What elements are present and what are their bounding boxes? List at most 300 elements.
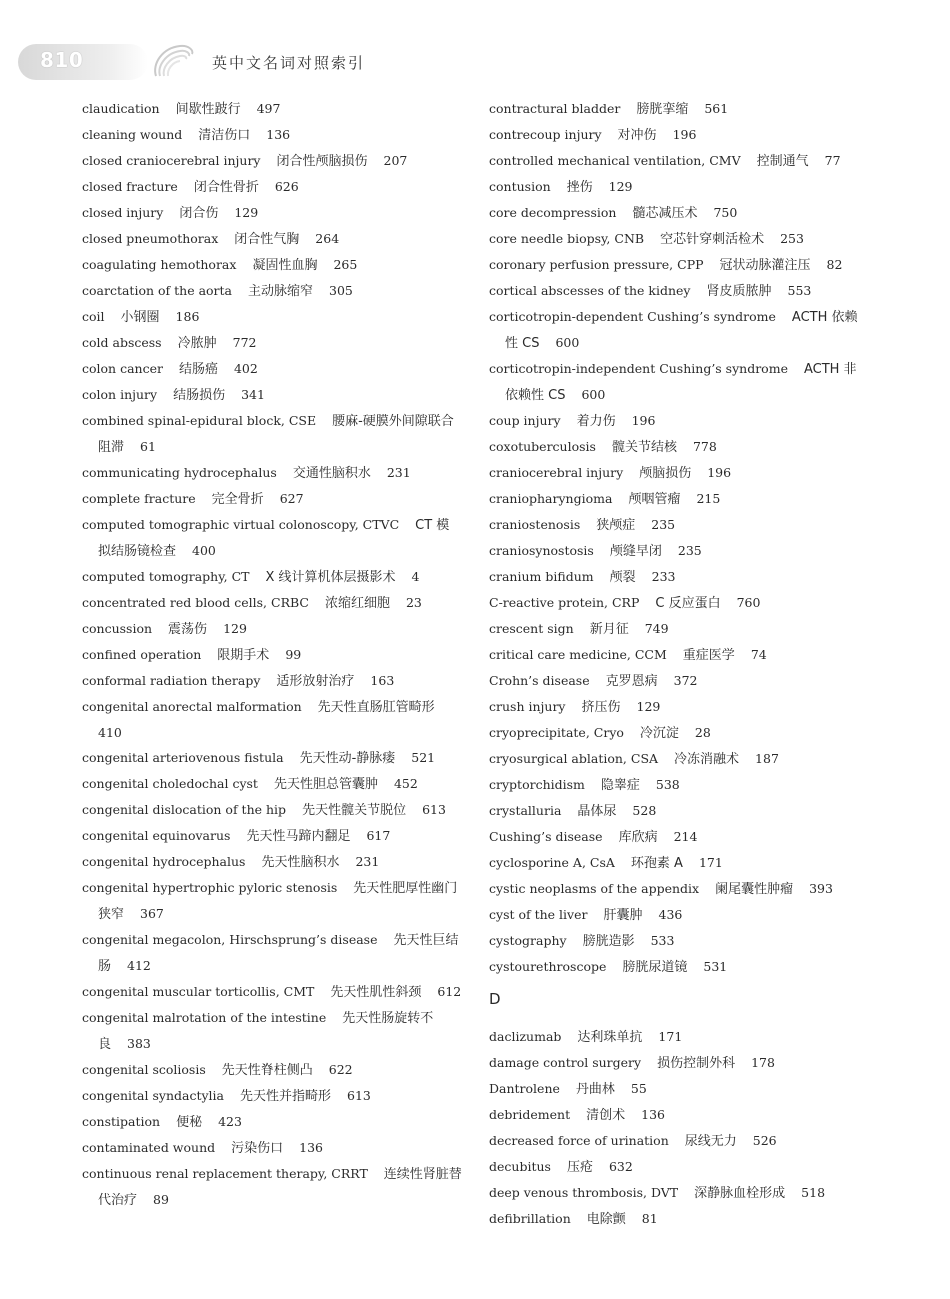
entry-term-zh: 深静脉血栓形成 — [694, 1186, 786, 1201]
entry-term-zh: 肝囊肿 — [603, 908, 643, 923]
entry-page-number: 82 — [826, 257, 843, 272]
index-entry — [489, 1154, 861, 1180]
entry-page-number: 367 — [140, 906, 164, 921]
entry-term-en: core needle biopsy, CNB — [489, 231, 645, 246]
entry-page-number: 89 — [153, 1192, 169, 1207]
entry-page-number: 215 — [696, 491, 721, 506]
index-entry — [489, 616, 861, 642]
entry-term-en: congenital syndactylia — [82, 1088, 224, 1103]
entry-page-number: 627 — [279, 491, 304, 506]
entry-term-en: craniostenosis — [489, 517, 581, 532]
entry-term-zh: 冷沉淀 — [639, 726, 679, 741]
entry-page-number: 772 — [232, 335, 257, 350]
index-entry — [82, 797, 462, 823]
entry-term-zh: 环孢素 A — [630, 856, 683, 871]
entry-term-en: controlled mechanical ventilation, CMV — [489, 153, 741, 168]
entry-term-zh: 新月征 — [589, 622, 629, 637]
index-entry — [82, 122, 462, 148]
index-entry — [489, 278, 861, 304]
entry-term-zh: 膀胱尿道镜 — [622, 960, 688, 975]
entry-page-number: 410 — [98, 725, 122, 740]
entry-term-zh: 先天性肠旋转不良 — [98, 1011, 434, 1052]
entry-page-number: 626 — [274, 179, 299, 194]
index-entry — [82, 642, 462, 668]
entry-page-number: 538 — [655, 777, 680, 792]
entry-term-en: contusion — [489, 179, 551, 194]
entry-page-number: 778 — [692, 439, 717, 454]
entry-term-zh: 先天性动-静脉瘘 — [299, 751, 396, 766]
index-entry — [489, 824, 861, 850]
entry-term-en: congenital hypertrophic pyloric stenosis — [82, 880, 338, 895]
entry-term-en: congenital megacolon, Hirschsprung’s disease — [82, 932, 378, 947]
index-entry — [489, 1076, 861, 1102]
entry-page-number: 749 — [644, 621, 669, 636]
entry-term-en: congenital muscular torticollis, CMT — [82, 984, 315, 999]
entry-term-zh: 凝固性血胸 — [252, 258, 318, 273]
index-entry — [82, 849, 462, 875]
entry-term-en: congenital arteriovenous fistula — [82, 750, 284, 765]
entry-term-zh: 先天性肥厚性幽门狭窄 — [98, 881, 458, 922]
entry-term-en: craniosynostosis — [489, 543, 594, 558]
entry-page-number: 423 — [218, 1114, 242, 1129]
entry-page-number: 61 — [140, 439, 156, 454]
index-entry — [489, 642, 861, 668]
entry-page-number: 55 — [630, 1081, 647, 1096]
entry-term-zh: 结肠癌 — [178, 362, 218, 377]
entry-term-en: concussion — [82, 621, 153, 636]
entry-page-number: 186 — [175, 309, 200, 324]
entry-term-zh: 闭合性骨折 — [193, 180, 259, 195]
index-entry — [489, 928, 861, 954]
section-letter-d: D — [489, 990, 501, 1008]
index-entry — [82, 1083, 462, 1109]
entry-term-en: combined spinal-epidural block, CSE — [82, 413, 317, 428]
entry-term-en: congenital hydrocephalus — [82, 854, 246, 869]
index-entry — [489, 1024, 861, 1050]
entry-term-en: congenital anorectal malformation — [82, 699, 302, 714]
index-entry — [489, 720, 861, 746]
entry-term-zh: 颅裂 — [609, 570, 636, 585]
entry-term-zh: 重症医学 — [682, 648, 735, 663]
entry-page-number: 214 — [673, 829, 698, 844]
entry-page-number: 760 — [736, 595, 761, 610]
index-entry — [82, 927, 462, 979]
entry-page-number: 28 — [694, 725, 711, 740]
index-entry — [82, 356, 462, 382]
entry-page-number: 207 — [383, 153, 408, 168]
index-entry — [82, 278, 462, 304]
entry-page-number: 171 — [698, 855, 723, 870]
entry-term-en: coil — [82, 309, 105, 324]
entry-page-number: 265 — [333, 257, 358, 272]
entry-term-zh: 空芯针穿刺活检术 — [660, 232, 765, 247]
entry-term-en: cystography — [489, 933, 567, 948]
entry-term-en: coagulating hemothorax — [82, 257, 237, 272]
entry-page-number: 4 — [411, 569, 420, 584]
entry-term-en: deep venous thrombosis, DVT — [489, 1185, 679, 1200]
index-entry — [489, 226, 861, 252]
entry-term-zh: 闭合性颅脑损伤 — [276, 154, 368, 169]
entry-page-number: 622 — [328, 1062, 353, 1077]
entry-term-zh: 适形放射治疗 — [276, 674, 355, 689]
entry-term-en: constipation — [82, 1114, 161, 1129]
entry-term-en: contrecoup injury — [489, 127, 602, 142]
entry-term-zh: C 反应蛋白 — [655, 596, 721, 611]
index-entry — [82, 668, 462, 694]
entry-term-en: contractural bladder — [489, 101, 621, 116]
entry-term-zh: X 线计算机体层摄影术 — [265, 570, 396, 585]
entry-term-zh: 挫伤 — [566, 180, 593, 195]
entry-page-number: 235 — [651, 517, 676, 532]
index-entry — [82, 616, 462, 642]
entry-page-number: 129 — [234, 205, 259, 220]
index-section-c — [489, 96, 861, 980]
index-entry — [82, 382, 462, 408]
page-number: 810 — [40, 48, 84, 72]
entry-page-number: 372 — [673, 673, 698, 688]
entry-page-number: 196 — [631, 413, 656, 428]
index-entry — [82, 564, 462, 590]
entry-term-en: cystic neoplasms of the appendix — [489, 881, 700, 896]
entry-term-en: computed tomographic virtual colonoscopy, CTVC — [82, 517, 400, 532]
entry-page-number: 533 — [650, 933, 675, 948]
entry-term-zh: 小钢圈 — [120, 310, 160, 325]
entry-page-number: 553 — [787, 283, 812, 298]
entry-term-en: damage control surgery — [489, 1055, 642, 1070]
entry-term-zh: 髓芯减压术 — [632, 206, 698, 221]
entry-term-zh: 污染伤口 — [231, 1141, 284, 1156]
entry-term-en: Dantrolene — [489, 1081, 560, 1096]
entry-term-zh: 损伤控制外科 — [657, 1056, 736, 1071]
entry-term-zh: 压疮 — [566, 1160, 593, 1175]
entry-page-number: 612 — [437, 984, 462, 999]
index-entry — [82, 304, 462, 330]
index-section-d — [489, 1024, 861, 1232]
entry-term-zh: 限期手术 — [217, 648, 270, 663]
entry-term-zh: 髋关节结核 — [611, 440, 677, 455]
entry-page-number: 129 — [636, 699, 661, 714]
entry-term-zh: 先天性马蹄内翻足 — [246, 829, 351, 844]
entry-term-zh: 先天性髋关节脱位 — [302, 803, 407, 818]
index-entry — [489, 590, 861, 616]
entry-page-number: 77 — [824, 153, 841, 168]
entry-term-en: contaminated wound — [82, 1140, 216, 1155]
entry-term-en: colon injury — [82, 387, 158, 402]
entry-page-number: 233 — [651, 569, 676, 584]
entry-term-en: core decompression — [489, 205, 617, 220]
index-entry — [82, 745, 462, 771]
entry-page-number: 196 — [672, 127, 697, 142]
entry-term-zh: ACTH 非依赖性 CS — [505, 362, 857, 403]
entry-term-zh: 肾皮质脓肿 — [706, 284, 772, 299]
entry-term-en: crescent sign — [489, 621, 574, 636]
entry-term-zh: 腰麻-硬膜外间隙联合阻滞 — [98, 414, 454, 455]
index-entry — [489, 850, 861, 876]
entry-term-en: concentrated red blood cells, CRBC — [82, 595, 309, 610]
entry-page-number: 518 — [801, 1185, 826, 1200]
entry-term-en: Crohn’s disease — [489, 673, 590, 688]
entry-term-zh: 阑尾囊性肿瘤 — [715, 882, 794, 897]
entry-term-zh: 丹曲林 — [575, 1082, 615, 1097]
entry-term-en: coup injury — [489, 413, 561, 428]
index-entry — [82, 875, 462, 927]
index-entry — [82, 486, 462, 512]
entry-page-number: 136 — [299, 1140, 324, 1155]
entry-term-zh: 颅缝早闭 — [609, 544, 662, 559]
entry-term-en: craniopharyngioma — [489, 491, 613, 506]
index-entry — [489, 564, 861, 590]
index-entry — [489, 538, 861, 564]
entry-page-number: 136 — [266, 127, 291, 142]
entry-term-zh: 浓缩红细胞 — [324, 596, 390, 611]
entry-term-en: cranium bifidum — [489, 569, 594, 584]
entry-term-en: congenital dislocation of the hip — [82, 802, 287, 817]
entry-term-en: daclizumab — [489, 1029, 562, 1044]
index-entry — [82, 512, 462, 564]
index-entry — [82, 694, 462, 745]
index-entry — [489, 798, 861, 824]
index-entry — [489, 668, 861, 694]
running-title: 英中文名词对照索引 — [212, 54, 366, 72]
entry-term-en: claudication — [82, 101, 160, 116]
entry-page-number: 187 — [755, 751, 779, 766]
index-entry — [82, 979, 462, 1005]
index-entry — [489, 772, 861, 798]
entry-term-en: complete fracture — [82, 491, 196, 506]
entry-page-number: 129 — [608, 179, 633, 194]
entry-page-number: 196 — [707, 465, 732, 480]
entry-term-en: cold abscess — [82, 335, 162, 350]
entry-page-number: 632 — [608, 1159, 633, 1174]
index-entry — [489, 252, 861, 278]
entry-term-zh: 先天性肌性斜颈 — [330, 985, 422, 1000]
entry-term-zh: 震荡伤 — [168, 622, 208, 637]
swirl-logo-icon — [150, 40, 196, 82]
entry-term-zh: 先天性巨结肠 — [98, 933, 459, 974]
entry-term-en: conformal radiation therapy — [82, 673, 261, 688]
entry-page-number: 613 — [422, 802, 446, 817]
index-entry — [489, 876, 861, 902]
entry-term-en: corticotropin-dependent Cushing’s syndrome — [489, 309, 776, 324]
entry-page-number: 402 — [233, 361, 258, 376]
entry-page-number: 163 — [370, 673, 395, 688]
entry-page-number: 74 — [750, 647, 767, 662]
entry-page-number: 600 — [581, 387, 606, 402]
entry-term-en: confined operation — [82, 647, 202, 662]
entry-term-en: coarctation of the aorta — [82, 283, 232, 298]
entry-term-en: crush injury — [489, 699, 566, 714]
entry-term-zh: 先天性胆总管囊肿 — [273, 777, 378, 792]
index-entry — [489, 486, 861, 512]
entry-term-zh: 隐睾症 — [600, 778, 640, 793]
index-entry — [82, 823, 462, 849]
entry-term-zh: 冷冻消融术 — [674, 752, 740, 767]
index-column-right — [489, 96, 861, 1232]
index-entry — [82, 771, 462, 797]
index-entry — [489, 1050, 861, 1076]
entry-term-zh: 便秘 — [176, 1115, 203, 1130]
entry-term-zh: 控制通气 — [756, 154, 809, 169]
entry-page-number: 617 — [366, 828, 391, 843]
entry-term-zh: 先天性脊柱侧凸 — [221, 1063, 313, 1078]
entry-page-number: 99 — [285, 647, 302, 662]
entry-term-zh: 闭合性气胸 — [234, 232, 300, 247]
entry-term-en: cortical abscesses of the kidney — [489, 283, 691, 298]
entry-term-zh: 结肠损伤 — [173, 388, 226, 403]
index-entry — [82, 148, 462, 174]
index-entry — [82, 460, 462, 486]
index-entry — [82, 1005, 462, 1057]
entry-page-number: 436 — [658, 907, 683, 922]
entry-page-number: 178 — [751, 1055, 775, 1070]
entry-term-en: continuous renal replacement therapy, CRRT — [82, 1166, 368, 1181]
entry-term-en: Cushing’s disease — [489, 829, 603, 844]
entry-term-en: C-reactive protein, CRP — [489, 595, 640, 610]
index-entry — [82, 408, 462, 460]
entry-term-zh: 先天性并指畸形 — [240, 1089, 332, 1104]
entry-page-number: 531 — [703, 959, 728, 974]
index-entry — [82, 1109, 462, 1135]
index-entry — [489, 304, 861, 356]
entry-term-en: corticotropin-independent Cushing’s syndrome — [489, 361, 788, 376]
entry-page-number: 412 — [127, 958, 151, 973]
entry-page-number: 305 — [329, 283, 353, 298]
entry-term-zh: 连续性肾脏替代治疗 — [98, 1167, 462, 1208]
entry-term-zh: 主动脉缩窄 — [248, 284, 314, 299]
entry-term-en: coronary perfusion pressure, CPP — [489, 257, 704, 272]
entry-term-en: craniocerebral injury — [489, 465, 624, 480]
entry-term-zh: 着力伤 — [576, 414, 616, 429]
index-entry — [489, 954, 861, 980]
index-entry — [489, 148, 861, 174]
entry-term-zh: 颅脑损伤 — [639, 466, 692, 481]
entry-term-zh: 颅咽管瘤 — [628, 492, 681, 507]
entry-term-en: cryosurgical ablation, CSA — [489, 751, 659, 766]
entry-page-number: 497 — [256, 101, 281, 116]
entry-term-zh: 挤压伤 — [581, 700, 621, 715]
index-entry — [489, 1128, 861, 1154]
entry-term-zh: 清洁伤口 — [198, 128, 251, 143]
index-entry — [489, 694, 861, 720]
entry-term-en: congenital choledochal cyst — [82, 776, 258, 791]
entry-page-number: 383 — [127, 1036, 151, 1051]
entry-term-zh: 达利珠单抗 — [577, 1030, 643, 1045]
entry-page-number: 750 — [713, 205, 738, 220]
index-entry — [489, 174, 861, 200]
entry-page-number: 452 — [393, 776, 418, 791]
index-entry — [82, 1161, 462, 1213]
entry-term-en: closed pneumothorax — [82, 231, 219, 246]
entry-term-zh: 对冲伤 — [617, 128, 657, 143]
entry-term-en: cryoprecipitate, Cryo — [489, 725, 624, 740]
index-entry — [489, 434, 861, 460]
index-entry — [489, 356, 861, 408]
entry-term-zh: 完全骨折 — [211, 492, 264, 507]
index-entry — [82, 226, 462, 252]
entry-term-en: congenital malrotation of the intestine — [82, 1010, 327, 1025]
index-entry — [489, 408, 861, 434]
entry-term-en: crystalluria — [489, 803, 562, 818]
index-entry — [82, 252, 462, 278]
entry-page-number: 231 — [386, 465, 411, 480]
entry-page-number: 393 — [809, 881, 833, 896]
index-entry — [489, 1102, 861, 1128]
entry-page-number: 561 — [704, 101, 729, 116]
index-entry — [82, 1135, 462, 1161]
entry-page-number: 600 — [555, 335, 580, 350]
entry-term-en: decubitus — [489, 1159, 551, 1174]
entry-term-zh: 尿线无力 — [684, 1134, 737, 1149]
entry-page-number: 171 — [658, 1029, 683, 1044]
entry-term-en: defibrillation — [489, 1211, 571, 1226]
index-entry — [489, 512, 861, 538]
index-entry — [82, 1057, 462, 1083]
entry-term-zh: 先天性脑积水 — [261, 855, 340, 870]
entry-term-zh: ACTH 依赖性 CS — [505, 310, 858, 351]
index-entry — [489, 1180, 861, 1206]
index-entry — [82, 590, 462, 616]
index-entry — [489, 200, 861, 226]
entry-term-en: coxotuberculosis — [489, 439, 596, 454]
index-entry — [82, 96, 462, 122]
index-entry — [489, 96, 861, 122]
entry-term-zh: 清创术 — [586, 1108, 626, 1123]
entry-term-en: congenital equinovarus — [82, 828, 231, 843]
entry-term-zh: 膀胱造影 — [582, 934, 635, 949]
entry-page-number: 129 — [223, 621, 247, 636]
entry-term-zh: 冠状动脉灌注压 — [719, 258, 811, 273]
entry-term-en: congenital scoliosis — [82, 1062, 206, 1077]
entry-term-en: cyst of the liver — [489, 907, 588, 922]
entry-page-number: 526 — [752, 1133, 777, 1148]
entry-term-zh: 电除颤 — [586, 1212, 626, 1227]
entry-term-en: colon cancer — [82, 361, 163, 376]
entry-term-en: closed craniocerebral injury — [82, 153, 261, 168]
entry-page-number: 81 — [641, 1211, 658, 1226]
entry-term-en: closed injury — [82, 205, 164, 220]
entry-term-zh: CT 模拟结肠镜检查 — [98, 518, 450, 559]
index-column-left — [82, 96, 462, 1213]
entry-term-en: closed fracture — [82, 179, 178, 194]
entry-term-zh: 冷脓肿 — [177, 336, 217, 351]
entry-term-zh: 克罗恩病 — [605, 674, 658, 689]
entry-page-number: 136 — [641, 1107, 665, 1122]
entry-page-number: 23 — [405, 595, 422, 610]
entry-term-zh: 狭颅症 — [596, 518, 636, 533]
entry-term-en: decreased force of urination — [489, 1133, 669, 1148]
index-entry — [489, 902, 861, 928]
entry-term-zh: 交通性脑积水 — [292, 466, 371, 481]
entry-page-number: 613 — [347, 1088, 371, 1103]
entry-term-en: cyclosporine A, CsA — [489, 855, 615, 870]
entry-page-number: 521 — [411, 750, 436, 765]
index-entry — [489, 746, 861, 772]
page-header — [0, 0, 950, 100]
entry-page-number: 400 — [192, 543, 216, 558]
entry-page-number: 231 — [355, 854, 380, 869]
index-entry — [489, 1206, 861, 1232]
entry-term-zh: 先天性直肠肛管畸形 — [317, 700, 435, 715]
entry-term-en: cleaning wound — [82, 127, 183, 142]
entry-term-zh: 间歇性跛行 — [175, 102, 241, 117]
entry-term-en: cystourethroscope — [489, 959, 607, 974]
entry-term-en: cryptorchidism — [489, 777, 585, 792]
index-entry — [82, 200, 462, 226]
index-entry — [82, 174, 462, 200]
index-entry — [489, 122, 861, 148]
entry-term-en: critical care medicine, CCM — [489, 647, 667, 662]
entry-term-zh: 膀胱挛缩 — [636, 102, 689, 117]
